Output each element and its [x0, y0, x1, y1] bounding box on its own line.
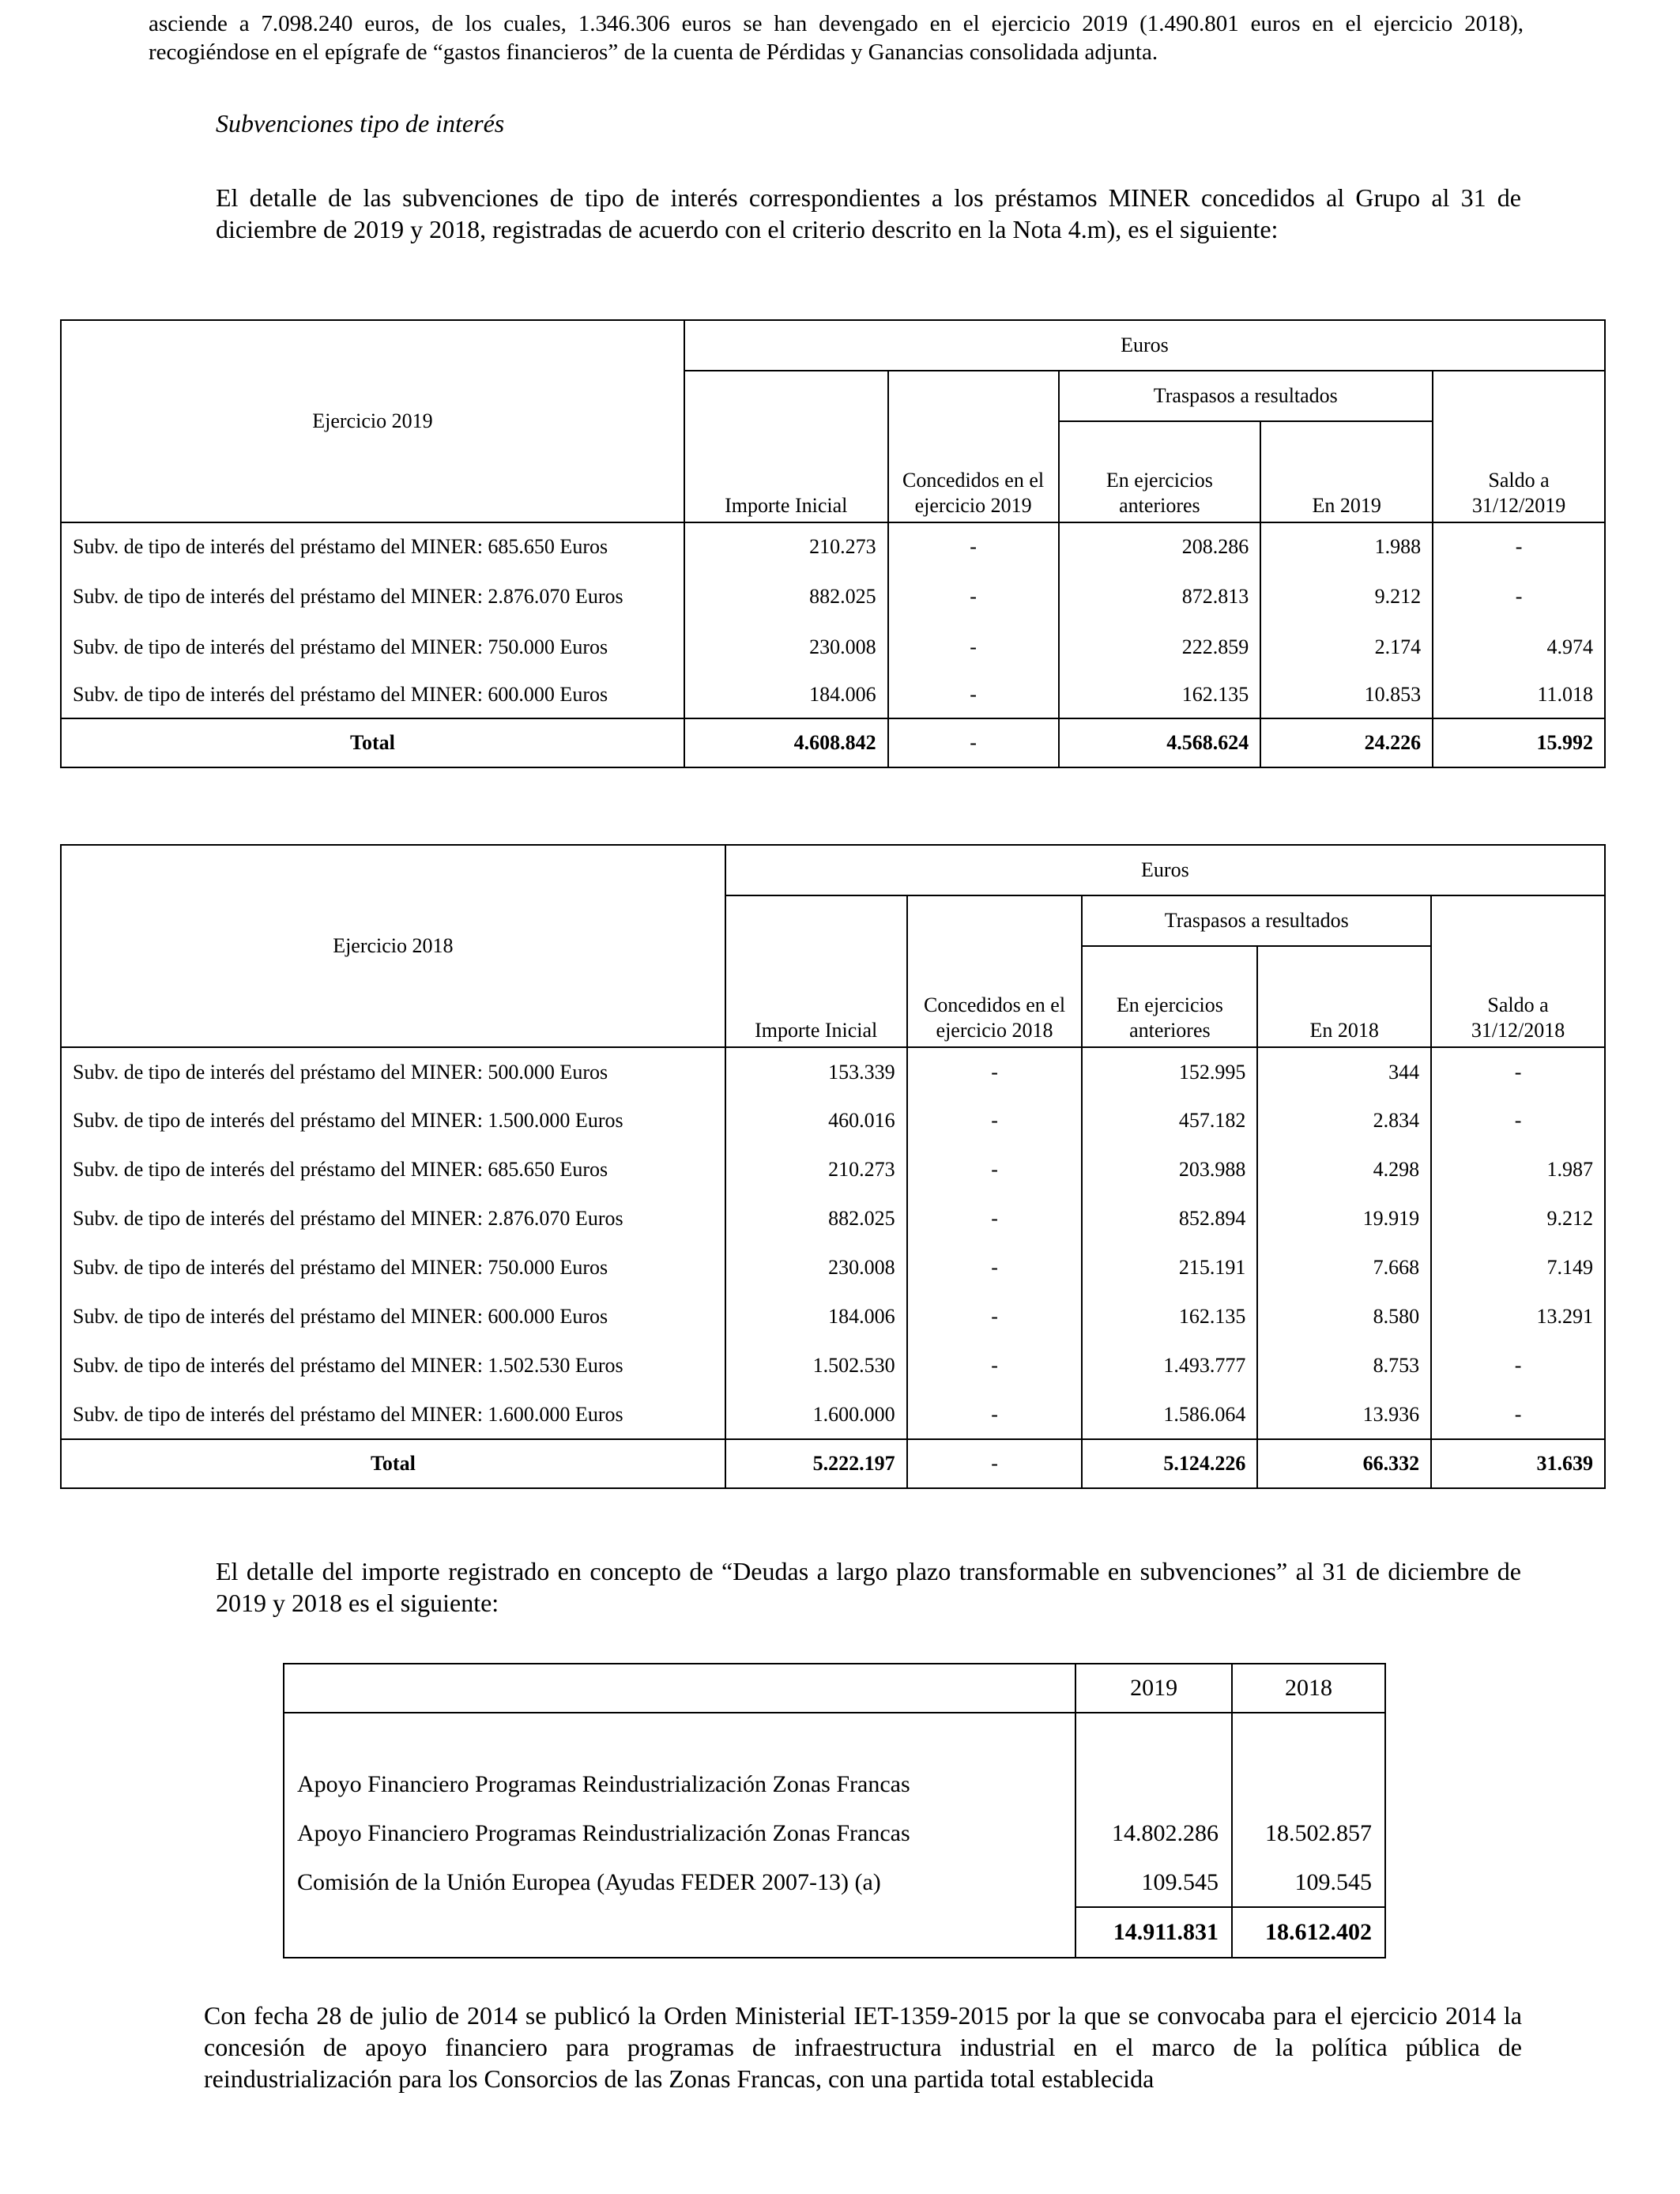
table-row: [61, 1145, 1605, 1194]
debt-row-2018: 18.502.857: [1232, 1809, 1385, 1858]
cell-importe: 882.025: [725, 1194, 907, 1243]
cell-en-year: 2.174: [1260, 624, 1433, 671]
cell-importe: 460.016: [725, 1096, 907, 1145]
cell-en-year: 19.919: [1257, 1194, 1431, 1243]
list-item: [284, 1809, 1385, 1858]
col-saldo: Saldo a 31/12/2018: [1431, 895, 1605, 1047]
debt-row-2018: [1232, 1760, 1385, 1809]
total-label: Total: [61, 1439, 725, 1488]
cell-saldo: -: [1431, 1390, 1605, 1439]
cell-concedidos: -: [907, 1390, 1083, 1439]
cell-en-year: 10.853: [1260, 671, 1433, 718]
cell-importe: 230.008: [725, 1243, 907, 1292]
cell-en-year: 1.988: [1260, 522, 1433, 570]
cell-anteriores: 162.135: [1059, 671, 1261, 718]
closing-paragraph: Con fecha 28 de julio de 2014 se publicó la Orden Ministerial IET-1359-2015 por la que se convocaba para el ejercicio 2014 la concesión de apoyo financiero para programas de infraestructura industrial en el marco de la política pública de reindustrialización para los Consorcios de las Zonas Francas, con una partida total establecida: [204, 2001, 1522, 2093]
debt-row-label: Comisión de la Unión Europea (Ayudas FEDER 2007-13) (a): [284, 1858, 1075, 1907]
debt-header-blank: [284, 1664, 1075, 1713]
row-label: Subv. de tipo de interés del préstamo del MINER: 1.500.000 Euros: [61, 1096, 725, 1145]
cell-anteriores: 152.995: [1082, 1047, 1257, 1096]
col-anteriores: En ejercicios anteriores: [1082, 946, 1257, 1047]
debt-row-2019: 14.802.286: [1075, 1809, 1232, 1858]
cell-concedidos: -: [907, 1096, 1083, 1145]
col-saldo: Saldo a 31/12/2019: [1433, 371, 1605, 522]
total-concedidos: -: [888, 718, 1059, 767]
table-row: [61, 671, 1605, 718]
col-en-year: En 2018: [1257, 946, 1431, 1047]
cell-importe: 1.502.530: [725, 1341, 907, 1390]
row-label: Subv. de tipo de interés del préstamo del MINER: 685.650 Euros: [61, 1145, 725, 1194]
cell-en-year: 7.668: [1257, 1243, 1431, 1292]
table-row: [61, 522, 1605, 570]
subheading: Subvenciones tipo de interés: [216, 109, 505, 138]
cell-anteriores: 457.182: [1082, 1096, 1257, 1145]
cell-importe: 184.006: [684, 671, 888, 718]
intro-paragraph: asciende a 7.098.240 euros, de los cuales, 1.346.306 euros se han devengado en el ejercicio 2019 (1.490.801 euros en el ejercicio 2018), recogiéndose en el epígrafe de “gastos financieros” de la cuenta de Pérdidas y Ganancias consolidada adjunta.: [149, 11, 1524, 65]
cell-concedidos: -: [907, 1194, 1083, 1243]
cell-anteriores: 203.988: [1082, 1145, 1257, 1194]
cell-concedidos: -: [907, 1341, 1083, 1390]
group-traspasos: Traspasos a resultados: [1082, 895, 1431, 946]
debt-row-label: Apoyo Financiero Programas Reindustrialización Zonas Francas: [284, 1760, 1075, 1809]
cell-importe: 1.600.000: [725, 1390, 907, 1439]
cell-anteriores: 852.894: [1082, 1194, 1257, 1243]
table-row: [61, 624, 1605, 671]
cell-concedidos: -: [888, 671, 1059, 718]
table-title: Ejercicio 2019: [61, 320, 684, 522]
cell-importe: 882.025: [684, 570, 888, 624]
cell-saldo: -: [1431, 1047, 1605, 1096]
row-label: Subv. de tipo de interés del préstamo del MINER: 600.000 Euros: [61, 671, 684, 718]
debt-row-2018: 109.545: [1232, 1858, 1385, 1907]
row-label: Subv. de tipo de interés del préstamo del MINER: 600.000 Euros: [61, 1292, 725, 1341]
debt-paragraph: El detalle del importe registrado en concepto de “Deudas a largo plazo transformable en subvenciones” al 31 de diciembre de 2019 y 2018 es el siguiente:: [216, 1557, 1521, 1617]
total-en-year: 24.226: [1260, 718, 1433, 767]
col-2019: 2019: [1075, 1664, 1232, 1713]
row-label: Subv. de tipo de interés del préstamo del MINER: 2.876.070 Euros: [61, 570, 684, 624]
table-row: [61, 1194, 1605, 1243]
debt-total-blank: [284, 1907, 1075, 1958]
cell-en-year: 13.936: [1257, 1390, 1431, 1439]
row-label: Subv. de tipo de interés del préstamo del MINER: 500.000 Euros: [61, 1047, 725, 1096]
debt-row-label: Apoyo Financiero Programas Reindustrialización Zonas Francas: [284, 1809, 1075, 1858]
col-concedidos: Concedidos en el ejercicio 2018: [907, 895, 1083, 1047]
cell-concedidos: -: [907, 1047, 1083, 1096]
cell-concedidos: -: [888, 522, 1059, 570]
cell-concedidos: -: [888, 624, 1059, 671]
cell-saldo: -: [1431, 1341, 1605, 1390]
table-2018: [60, 844, 1606, 1489]
cell-anteriores: 222.859: [1059, 624, 1261, 671]
cell-anteriores: 215.191: [1082, 1243, 1257, 1292]
total-saldo: 15.992: [1433, 718, 1605, 767]
col-importe: Importe Inicial: [725, 895, 907, 1047]
total-anteriores: 4.568.624: [1059, 718, 1261, 767]
cell-en-year: 4.298: [1257, 1145, 1431, 1194]
debt-table: [283, 1663, 1386, 1958]
col-anteriores: En ejercicios anteriores: [1059, 421, 1261, 522]
cell-concedidos: -: [888, 570, 1059, 624]
col-en-year: En 2019: [1260, 421, 1433, 522]
cell-importe: 184.006: [725, 1292, 907, 1341]
cell-anteriores: 162.135: [1082, 1292, 1257, 1341]
row-label: Subv. de tipo de interés del préstamo del MINER: 1.600.000 Euros: [61, 1390, 725, 1439]
cell-saldo: 7.149: [1431, 1243, 1605, 1292]
debt-total-row: [284, 1907, 1385, 1958]
cell-importe: 210.273: [725, 1145, 907, 1194]
cell-saldo: 4.974: [1433, 624, 1605, 671]
row-label: Subv. de tipo de interés del préstamo del MINER: 685.650 Euros: [61, 522, 684, 570]
cell-anteriores: 1.493.777: [1082, 1341, 1257, 1390]
cell-anteriores: 872.813: [1059, 570, 1261, 624]
cell-saldo: 9.212: [1431, 1194, 1605, 1243]
total-importe: 5.222.197: [725, 1439, 907, 1488]
total-en-year: 66.332: [1257, 1439, 1431, 1488]
table-2019: [60, 319, 1606, 768]
cell-concedidos: -: [907, 1243, 1083, 1292]
cell-en-year: 9.212: [1260, 570, 1433, 624]
detail-paragraph: El detalle de las subvenciones de tipo de interés correspondientes a los préstamos MINER concedidos al Grupo al 31 de diciembre de 2019 y 2018, registradas de acuerdo con el criterio descrito en la Nota 4.m), es el siguiente:: [216, 183, 1521, 243]
total-concedidos: -: [907, 1439, 1083, 1488]
spacer-row: [284, 1713, 1385, 1760]
total-label: Total: [61, 718, 684, 767]
currency-header: Euros: [725, 845, 1605, 895]
cell-concedidos: -: [907, 1145, 1083, 1194]
table-row: [61, 1096, 1605, 1145]
total-row: [61, 718, 1605, 767]
total-importe: 4.608.842: [684, 718, 888, 767]
cell-concedidos: -: [907, 1292, 1083, 1341]
row-label: Subv. de tipo de interés del préstamo del MINER: 1.502.530 Euros: [61, 1341, 725, 1390]
group-traspasos: Traspasos a resultados: [1059, 371, 1433, 421]
table-row: [61, 1390, 1605, 1439]
row-label: Subv. de tipo de interés del préstamo del MINER: 750.000 Euros: [61, 624, 684, 671]
cell-saldo: -: [1431, 1096, 1605, 1145]
cell-saldo: 1.987: [1431, 1145, 1605, 1194]
cell-en-year: 2.834: [1257, 1096, 1431, 1145]
cell-en-year: 8.753: [1257, 1341, 1431, 1390]
cell-importe: 153.339: [725, 1047, 907, 1096]
currency-header: Euros: [684, 320, 1605, 371]
table-title: Ejercicio 2018: [61, 845, 725, 1047]
cell-importe: 230.008: [684, 624, 888, 671]
list-item: [284, 1858, 1385, 1907]
total-anteriores: 5.124.226: [1082, 1439, 1257, 1488]
cell-en-year: 344: [1257, 1047, 1431, 1096]
debt-row-2019: [1075, 1760, 1232, 1809]
total-row: [61, 1439, 1605, 1488]
cell-saldo: 13.291: [1431, 1292, 1605, 1341]
col-concedidos: Concedidos en el ejercicio 2019: [888, 371, 1059, 522]
cell-saldo: -: [1433, 522, 1605, 570]
table-row: [61, 1292, 1605, 1341]
cell-importe: 210.273: [684, 522, 888, 570]
cell-anteriores: 208.286: [1059, 522, 1261, 570]
table-row: [61, 1243, 1605, 1292]
row-label: Subv. de tipo de interés del préstamo del MINER: 2.876.070 Euros: [61, 1194, 725, 1243]
cell-saldo: -: [1433, 570, 1605, 624]
debt-total-2018: 18.612.402: [1232, 1907, 1385, 1958]
total-saldo: 31.639: [1431, 1439, 1605, 1488]
cell-saldo: 11.018: [1433, 671, 1605, 718]
row-label: Subv. de tipo de interés del préstamo del MINER: 750.000 Euros: [61, 1243, 725, 1292]
cell-anteriores: 1.586.064: [1082, 1390, 1257, 1439]
col-2018: 2018: [1232, 1664, 1385, 1713]
table-row: [61, 570, 1605, 624]
debt-row-2019: 109.545: [1075, 1858, 1232, 1907]
table-row: [61, 1047, 1605, 1096]
list-item: [284, 1760, 1385, 1809]
debt-total-2019: 14.911.831: [1075, 1907, 1232, 1958]
col-importe: Importe Inicial: [684, 371, 888, 522]
table-row: [61, 1341, 1605, 1390]
cell-en-year: 8.580: [1257, 1292, 1431, 1341]
